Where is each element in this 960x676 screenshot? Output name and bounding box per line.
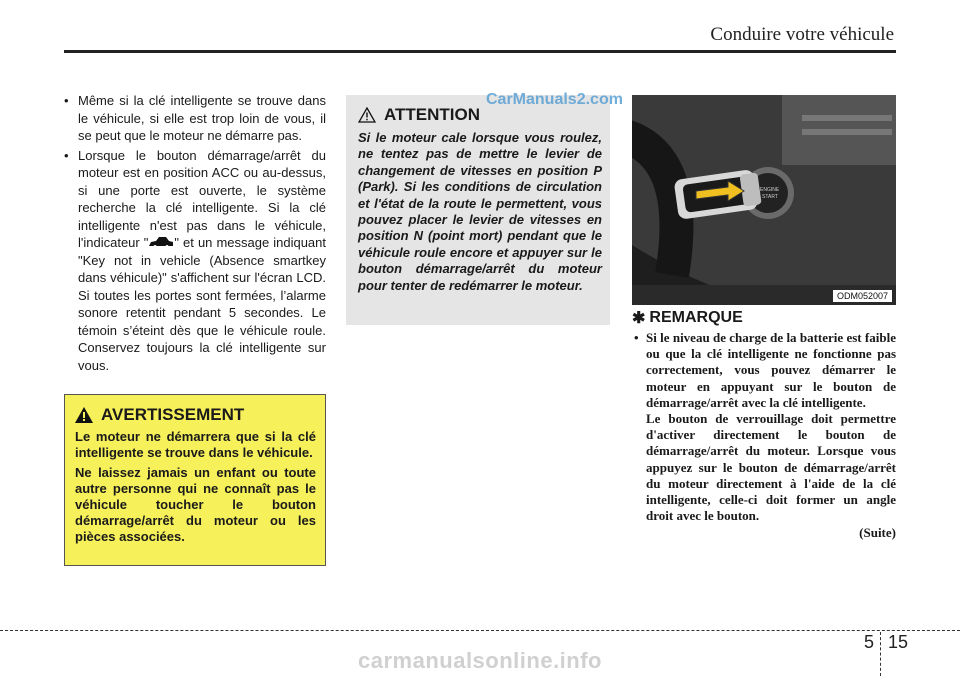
warning-box bbox=[64, 394, 326, 566]
watermark-link[interactable]: CarManuals2.com bbox=[486, 91, 623, 108]
chapter-number: 5 bbox=[863, 632, 874, 652]
remark-body bbox=[632, 330, 896, 524]
smart-key-illustration bbox=[632, 95, 896, 305]
header-rule bbox=[64, 50, 896, 53]
page-number: 15 bbox=[887, 632, 908, 652]
bullet-item: • Même si la clé intelligente se trouve dans le véhicule, si elle est trop loin de vous, il se peut que le moteur ne démarre pas. bbox=[64, 92, 326, 145]
smart-key-photo bbox=[632, 95, 896, 305]
photo-caption: ODM052007 bbox=[833, 290, 892, 302]
remark-paragraph: • Si le niveau de charge de la batterie est faible ou que la clé intelligente ne fonctionne pas correctement, vous pouvez démarrer le moteur en appuyant sur le bouton de démarrage/arrêt avec la clé intelligente. bbox=[646, 330, 896, 410]
attention-title: ATTENTION bbox=[384, 105, 481, 124]
left-column bbox=[64, 92, 326, 376]
bullet-text-before: Lorsque le bouton démarrage/arrêt du moteur est en position ACC ou au-dessus, si une porte est ouverte, le système recherche la clé intelligente. Si la clé intelligente n'est pas dans le véhicule, l'indicateur " bbox=[78, 147, 326, 250]
attention-text: Si le moteur cale lorsque vous roulez, ne tentez pas de mettre le levier de changement de vitesses en position P (Park). Si les conditions de circulation et l'état de la route le permettent, vous pouvez placer le levier de vitesses en position N (point mort) pendant que le véhicule roule encore et appuyer sur le bouton démarrage/arrêt du moteur pour tenter de redémarrer le moteur. bbox=[358, 130, 602, 293]
bullet-item bbox=[64, 147, 326, 375]
remark-star-icon: ✱ bbox=[632, 310, 646, 327]
continued-label: (Suite) bbox=[859, 525, 896, 541]
attention-triangle-icon bbox=[358, 107, 376, 123]
svg-text:START: START bbox=[762, 194, 778, 200]
svg-text:ENGINE: ENGINE bbox=[760, 187, 780, 193]
warning-paragraph: Ne laissez jamais un enfant ou toute autre personne qui ne connaît pas le véhicule toucher le bouton démarrage/arrêt du moteur ou les pièces associées. bbox=[75, 465, 316, 544]
footer-rule bbox=[0, 630, 960, 631]
warning-title: AVERTISSEMENT bbox=[101, 405, 245, 424]
car-indicator-icon bbox=[148, 236, 174, 248]
page-header-title: Conduire votre véhicule bbox=[710, 24, 894, 45]
remark-paragraph: Le bouton de verrouillage doit permettre d'activer directement le bouton de démarrage/arrêt du moteur. Lorsque vous appuyez sur le bouton de démarrage/arrêt du moteur directement à l'aide de la clé intelligente, celle-ci doit former un angle droit avec le bouton. bbox=[646, 411, 896, 524]
attention-box bbox=[346, 95, 610, 325]
bullet-text-after: " et un message indiquant "Key not in vehicle (Absence smartkey dans véhicule)" s'affichent sur l'écran LCD. Si toutes les portes sont fermées, l’alarme sonore retentit pendant 5 secondes. Le témoin s’éteint dès que le véhicule roule. Conservez toujours la clé intelligente sur vous. bbox=[78, 235, 326, 373]
remark-title: REMARQUE bbox=[649, 309, 743, 326]
footer-watermark[interactable]: carmanualsonline.info bbox=[358, 648, 602, 673]
warning-triangle-icon bbox=[75, 407, 93, 423]
warning-paragraph: Le moteur ne démarrera que si la clé intelligente se trouve dans le véhicule. bbox=[75, 429, 316, 460]
remark-section bbox=[632, 308, 896, 541]
